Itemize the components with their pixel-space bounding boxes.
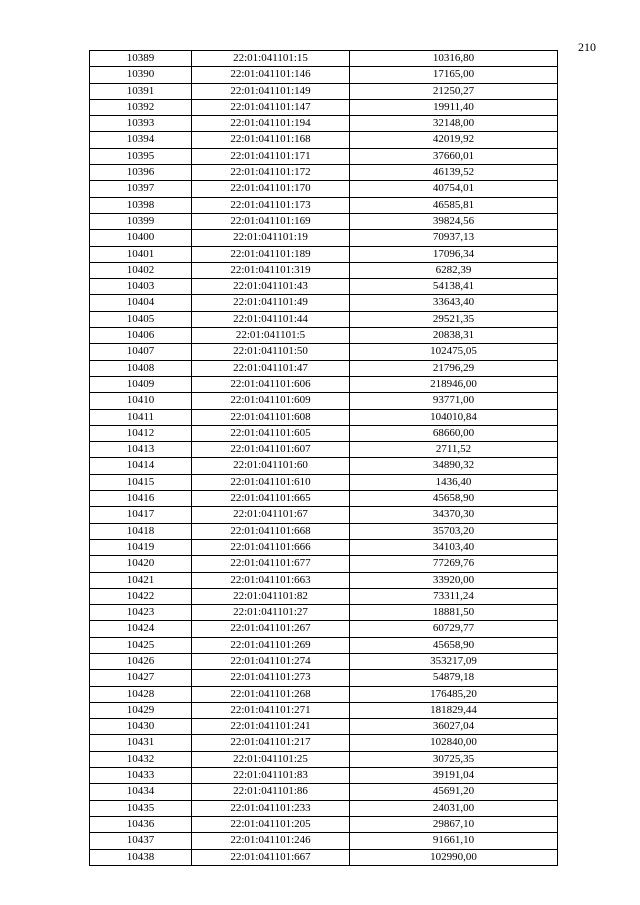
row-number-cell: 10433	[90, 768, 192, 784]
cadastral-number-cell: 22:01:041101:268	[192, 686, 350, 702]
value-cell: 33643,40	[350, 295, 558, 311]
row-number-cell: 10428	[90, 686, 192, 702]
value-cell: 17165,00	[350, 67, 558, 83]
row-number-cell: 10409	[90, 376, 192, 392]
row-number-cell: 10394	[90, 132, 192, 148]
value-cell: 34890,32	[350, 458, 558, 474]
cadastral-number-cell: 22:01:041101:608	[192, 409, 350, 425]
table-row	[90, 637, 558, 653]
table-row	[90, 572, 558, 588]
value-cell: 353217,09	[350, 653, 558, 669]
table-row	[90, 474, 558, 490]
value-cell: 33920,00	[350, 572, 558, 588]
value-cell: 39824,56	[350, 213, 558, 229]
table-body	[90, 51, 558, 866]
row-number-cell: 10410	[90, 393, 192, 409]
cadastral-number-cell: 22:01:041101:665	[192, 491, 350, 507]
table-row	[90, 507, 558, 523]
value-cell: 2711,52	[350, 442, 558, 458]
value-cell: 176485,20	[350, 686, 558, 702]
row-number-cell: 10437	[90, 833, 192, 849]
row-number-cell: 10393	[90, 116, 192, 132]
row-number-cell: 10408	[90, 360, 192, 376]
row-number-cell: 10429	[90, 702, 192, 718]
cadastral-number-cell: 22:01:041101:147	[192, 99, 350, 115]
table-row	[90, 51, 558, 67]
table-row	[90, 833, 558, 849]
row-number-cell: 10391	[90, 83, 192, 99]
value-cell: 39191,04	[350, 768, 558, 784]
row-number-cell: 10395	[90, 148, 192, 164]
value-cell: 32148,00	[350, 116, 558, 132]
table-row	[90, 279, 558, 295]
row-number-cell: 10431	[90, 735, 192, 751]
cadastral-number-cell: 22:01:041101:663	[192, 572, 350, 588]
row-number-cell: 10432	[90, 751, 192, 767]
row-number-cell: 10423	[90, 605, 192, 621]
value-cell: 45658,90	[350, 491, 558, 507]
cadastral-number-cell: 22:01:041101:43	[192, 279, 350, 295]
value-cell: 29521,35	[350, 311, 558, 327]
table-row	[90, 768, 558, 784]
row-number-cell: 10392	[90, 99, 192, 115]
value-cell: 46585,81	[350, 197, 558, 213]
row-number-cell: 10421	[90, 572, 192, 588]
value-cell: 34370,30	[350, 507, 558, 523]
cadastral-number-cell: 22:01:041101:666	[192, 539, 350, 555]
cadastral-number-cell: 22:01:041101:67	[192, 507, 350, 523]
cadastral-number-cell: 22:01:041101:205	[192, 816, 350, 832]
value-cell: 36027,04	[350, 719, 558, 735]
value-cell: 46139,52	[350, 165, 558, 181]
cadastral-number-cell: 22:01:041101:667	[192, 849, 350, 865]
row-number-cell: 10398	[90, 197, 192, 213]
cadastral-number-cell: 22:01:041101:241	[192, 719, 350, 735]
table-row	[90, 539, 558, 555]
value-cell: 30725,35	[350, 751, 558, 767]
value-cell: 34103,40	[350, 539, 558, 555]
cadastral-number-cell: 22:01:041101:27	[192, 605, 350, 621]
value-cell: 24031,00	[350, 800, 558, 816]
value-cell: 17096,34	[350, 246, 558, 262]
table-row	[90, 491, 558, 507]
row-number-cell: 10403	[90, 279, 192, 295]
row-number-cell: 10402	[90, 262, 192, 278]
table-row	[90, 442, 558, 458]
value-cell: 35703,20	[350, 523, 558, 539]
table-row	[90, 751, 558, 767]
cadastral-number-cell: 22:01:041101:274	[192, 653, 350, 669]
value-cell: 102840,00	[350, 735, 558, 751]
row-number-cell: 10436	[90, 816, 192, 832]
row-number-cell: 10425	[90, 637, 192, 653]
cadastral-number-cell: 22:01:041101:171	[192, 148, 350, 164]
table-row	[90, 719, 558, 735]
row-number-cell: 10406	[90, 328, 192, 344]
table-row	[90, 213, 558, 229]
table-row	[90, 523, 558, 539]
table-row	[90, 425, 558, 441]
table-row	[90, 784, 558, 800]
table-row	[90, 148, 558, 164]
cadastral-number-cell: 22:01:041101:194	[192, 116, 350, 132]
row-number-cell: 10420	[90, 556, 192, 572]
cadastral-number-cell: 22:01:041101:82	[192, 588, 350, 604]
value-cell: 102475,05	[350, 344, 558, 360]
table-row	[90, 132, 558, 148]
cadastral-number-cell: 22:01:041101:269	[192, 637, 350, 653]
row-number-cell: 10400	[90, 230, 192, 246]
value-cell: 6282,39	[350, 262, 558, 278]
cadastral-number-cell: 22:01:041101:25	[192, 751, 350, 767]
table-row	[90, 262, 558, 278]
table-row	[90, 735, 558, 751]
cadastral-number-cell: 22:01:041101:86	[192, 784, 350, 800]
cadastral-number-cell: 22:01:041101:173	[192, 197, 350, 213]
row-number-cell: 10427	[90, 670, 192, 686]
table-row	[90, 458, 558, 474]
row-number-cell: 10434	[90, 784, 192, 800]
value-cell: 29867,10	[350, 816, 558, 832]
cadastral-number-cell: 22:01:041101:19	[192, 230, 350, 246]
value-cell: 37660,01	[350, 148, 558, 164]
row-number-cell: 10424	[90, 621, 192, 637]
table-row	[90, 393, 558, 409]
table-row	[90, 311, 558, 327]
value-cell: 77269,76	[350, 556, 558, 572]
table-row	[90, 360, 558, 376]
table-row	[90, 197, 558, 213]
row-number-cell: 10411	[90, 409, 192, 425]
cadastral-number-cell: 22:01:041101:271	[192, 702, 350, 718]
cadastral-number-cell: 22:01:041101:170	[192, 181, 350, 197]
cadastral-number-cell: 22:01:041101:607	[192, 442, 350, 458]
row-number-cell: 10435	[90, 800, 192, 816]
cadastral-table	[89, 50, 558, 866]
table-row	[90, 621, 558, 637]
table-row	[90, 605, 558, 621]
cadastral-number-cell: 22:01:041101:15	[192, 51, 350, 67]
value-cell: 70937,13	[350, 230, 558, 246]
value-cell: 40754,01	[350, 181, 558, 197]
table-row	[90, 653, 558, 669]
value-cell: 54138,41	[350, 279, 558, 295]
row-number-cell: 10399	[90, 213, 192, 229]
cadastral-number-cell: 22:01:041101:47	[192, 360, 350, 376]
table-row	[90, 556, 558, 572]
cadastral-number-cell: 22:01:041101:49	[192, 295, 350, 311]
cadastral-number-cell: 22:01:041101:319	[192, 262, 350, 278]
row-number-cell: 10407	[90, 344, 192, 360]
cadastral-number-cell: 22:01:041101:169	[192, 213, 350, 229]
table-row	[90, 409, 558, 425]
row-number-cell: 10419	[90, 539, 192, 555]
table-row	[90, 83, 558, 99]
value-cell: 18881,50	[350, 605, 558, 621]
value-cell: 54879,18	[350, 670, 558, 686]
table-row	[90, 800, 558, 816]
table-row	[90, 328, 558, 344]
value-cell: 45691,20	[350, 784, 558, 800]
value-cell: 45658,90	[350, 637, 558, 653]
table-row	[90, 686, 558, 702]
row-number-cell: 10417	[90, 507, 192, 523]
value-cell: 104010,84	[350, 409, 558, 425]
row-number-cell: 10415	[90, 474, 192, 490]
cadastral-number-cell: 22:01:041101:233	[192, 800, 350, 816]
table-row	[90, 344, 558, 360]
cadastral-number-cell: 22:01:041101:83	[192, 768, 350, 784]
cadastral-number-cell: 22:01:041101:267	[192, 621, 350, 637]
cadastral-number-cell: 22:01:041101:677	[192, 556, 350, 572]
value-cell: 21250,27	[350, 83, 558, 99]
row-number-cell: 10396	[90, 165, 192, 181]
row-number-cell: 10418	[90, 523, 192, 539]
cadastral-number-cell: 22:01:041101:149	[192, 83, 350, 99]
row-number-cell: 10397	[90, 181, 192, 197]
table-row	[90, 67, 558, 83]
cadastral-number-cell: 22:01:041101:246	[192, 833, 350, 849]
table-row	[90, 376, 558, 392]
cadastral-number-cell: 22:01:041101:50	[192, 344, 350, 360]
value-cell: 19911,40	[350, 99, 558, 115]
row-number-cell: 10416	[90, 491, 192, 507]
cadastral-number-cell: 22:01:041101:146	[192, 67, 350, 83]
table-row	[90, 588, 558, 604]
table-row	[90, 702, 558, 718]
row-number-cell: 10390	[90, 67, 192, 83]
cadastral-number-cell: 22:01:041101:610	[192, 474, 350, 490]
table-row	[90, 816, 558, 832]
value-cell: 20838,31	[350, 328, 558, 344]
row-number-cell: 10401	[90, 246, 192, 262]
value-cell: 1436,40	[350, 474, 558, 490]
value-cell: 93771,00	[350, 393, 558, 409]
value-cell: 102990,00	[350, 849, 558, 865]
cadastral-number-cell: 22:01:041101:5	[192, 328, 350, 344]
page-number: 210	[578, 40, 596, 54]
value-cell: 73311,24	[350, 588, 558, 604]
table-row	[90, 181, 558, 197]
table-row	[90, 670, 558, 686]
cadastral-number-cell: 22:01:041101:668	[192, 523, 350, 539]
cadastral-number-cell: 22:01:041101:168	[192, 132, 350, 148]
row-number-cell: 10412	[90, 425, 192, 441]
row-number-cell: 10438	[90, 849, 192, 865]
cadastral-number-cell: 22:01:041101:605	[192, 425, 350, 441]
value-cell: 10316,80	[350, 51, 558, 67]
row-number-cell: 10422	[90, 588, 192, 604]
table-row	[90, 165, 558, 181]
table-row	[90, 295, 558, 311]
cadastral-number-cell: 22:01:041101:60	[192, 458, 350, 474]
row-number-cell: 10389	[90, 51, 192, 67]
table-row	[90, 246, 558, 262]
cadastral-number-cell: 22:01:041101:44	[192, 311, 350, 327]
value-cell: 42019,92	[350, 132, 558, 148]
row-number-cell: 10430	[90, 719, 192, 735]
value-cell: 218946,00	[350, 376, 558, 392]
cadastral-number-cell: 22:01:041101:609	[192, 393, 350, 409]
row-number-cell: 10405	[90, 311, 192, 327]
table-row	[90, 99, 558, 115]
cadastral-number-cell: 22:01:041101:273	[192, 670, 350, 686]
cadastral-number-cell: 22:01:041101:606	[192, 376, 350, 392]
value-cell: 21796,29	[350, 360, 558, 376]
row-number-cell: 10404	[90, 295, 192, 311]
table-row	[90, 849, 558, 865]
value-cell: 68660,00	[350, 425, 558, 441]
row-number-cell: 10413	[90, 442, 192, 458]
table-row	[90, 116, 558, 132]
cadastral-number-cell: 22:01:041101:217	[192, 735, 350, 751]
row-number-cell: 10414	[90, 458, 192, 474]
value-cell: 91661,10	[350, 833, 558, 849]
row-number-cell: 10426	[90, 653, 192, 669]
value-cell: 60729,77	[350, 621, 558, 637]
cadastral-number-cell: 22:01:041101:189	[192, 246, 350, 262]
value-cell: 181829,44	[350, 702, 558, 718]
table-row	[90, 230, 558, 246]
cadastral-number-cell: 22:01:041101:172	[192, 165, 350, 181]
